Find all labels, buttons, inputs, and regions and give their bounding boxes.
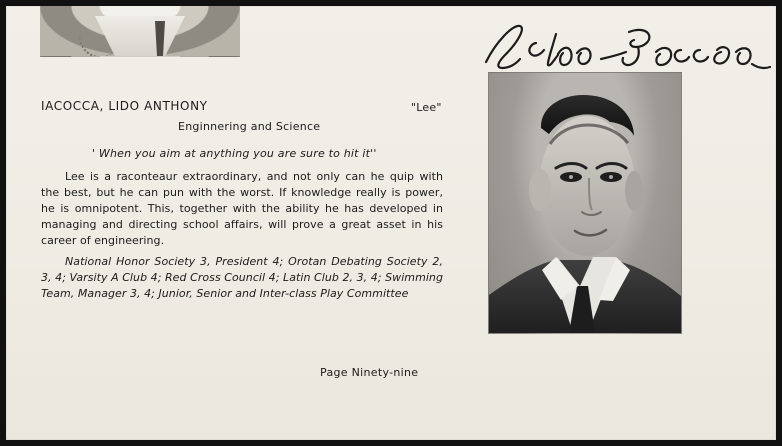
student-activities: National Honor Society 3, President 4; Orotan Debating Society 2, 3, 4; Varsity A Club 4; Red Cross Council 4; Latin Club 2, 3, 4; Swimming Team, Manager 3, 4; Junior, Senior and Inter-class Play Committee <box>41 255 443 300</box>
student-portrait <box>488 72 682 334</box>
previous-student-photo-fragment <box>40 6 240 57</box>
handwritten-signature <box>478 12 772 74</box>
portrait-illustration <box>489 73 681 333</box>
page-number: Page Ninety-nine <box>320 366 419 379</box>
student-bio: Lee is a raconteaur extraordinary, and not only can he quip with the best, but he can pun with the worst. If knowledge really is power, he is omnipotent. This, together with the ability he has developed in managing and directing school affairs, will prove a great asset in his career of engineering. <box>41 170 443 247</box>
student-name: IACOCCA, LIDO ANTHONY <box>41 99 208 113</box>
student-quote: ' When you aim at anything you are sure to hit it'' <box>92 147 377 160</box>
yearbook-page <box>6 6 776 440</box>
student-nickname: "Lee" <box>411 101 442 114</box>
student-department: Enginnering and Science <box>178 120 321 133</box>
